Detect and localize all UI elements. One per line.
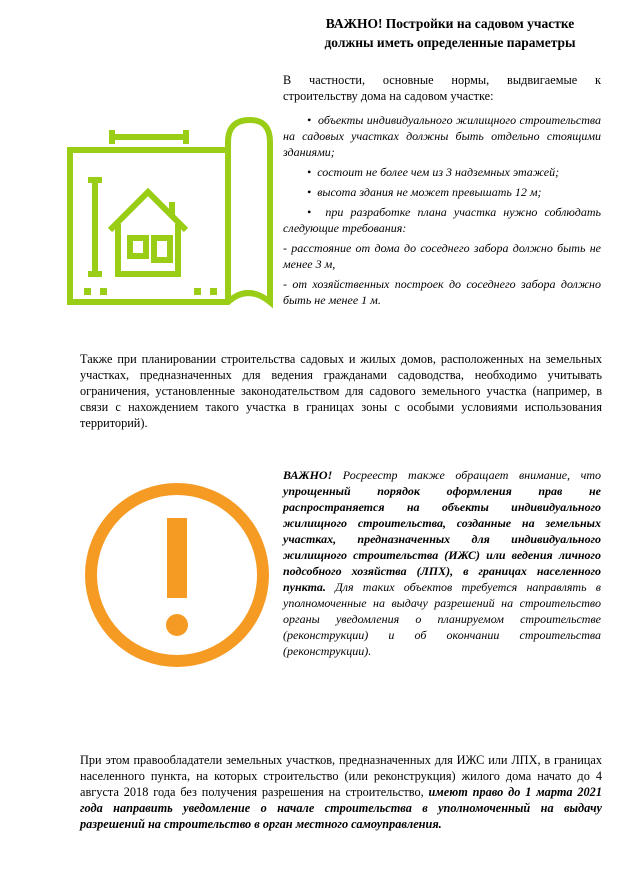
title-line-1: ВАЖНО! Постройки на садовом участке	[325, 16, 575, 31]
rights-text: При этом правообладатели земельных участков, предназначенных для ИЖС или ЛПХ, в границах населенного пункта, на которых строительство (или реконструкция) жилого дома начато до 4 августа 2018 года без получения разрешения на строительство,	[80, 753, 602, 799]
requirement-item: - от хозяйственных построек до соседнего забора должно быть не менее 1 м.	[283, 277, 601, 307]
norms-list	[283, 112, 601, 312]
house-blueprint-icon	[62, 112, 274, 314]
exclamation-circle-icon	[82, 480, 272, 670]
intro-text: В частности, основные нормы, выдвигаемые к строительству дома на садовом участке:	[283, 73, 601, 103]
list-item-text: при разработке плана участка нужно соблюдать следующие требования:	[283, 205, 601, 235]
warning-paragraph	[283, 467, 601, 659]
rights-bold-text: имеют право до 1 марта 2021 года направить уведомление о начале строительства в уполномоченный на выдачу разрешений на строительство в орган местного самоуправления.	[80, 785, 602, 831]
warning-label: ВАЖНО!	[283, 468, 333, 482]
list-item: • высота здания не может превышать 12 м;	[307, 185, 542, 199]
rights-paragraph	[80, 752, 602, 832]
list-item-text: объекты индивидуального жилищного строительства на садовых участках должны быть отдельно стоящими зданиями;	[283, 113, 601, 159]
warning-text-1: Росреестр также обращает внимание, что	[332, 468, 601, 482]
list-item: • при разработке плана участка нужно соблюдать следующие требования:	[283, 205, 601, 235]
requirement-item: - расстояние от дома до соседнего забора должно быть не менее 3 м,	[283, 241, 601, 271]
list-item-text: высота здания не может превышать 12 м;	[317, 185, 542, 199]
warning-text-2: Для таких объектов требуется направлять в уполномоченные на выдачу разрешений на строительство органы уведомления о планируемом строительстве (реконструкции) и об окончании строительства (реконструкции).	[283, 580, 601, 658]
page-title	[300, 14, 600, 52]
planning-paragraph: Также при планировании строительства садовых и жилых домов, расположенных на земельных участках, предназначенных для ведения гражданами садоводства, необходимо учитывать ограничения, установленные законодательством для садового земельного участка (например, в связи с нахождением такого участка в границах зоны с особыми условиями использования территорий).	[80, 352, 602, 430]
warning-bold-text: упрощенный порядок оформления прав не распространяется на объекты индивидуального жилищного строительства, созданные на земельных участках, предназначенных для индивидуального жилищного строительства (ИЖС) или ведения личного подсобного хозяйства (ЛПХ), в границах населенного пункта.	[283, 484, 601, 594]
list-item: • состоит не более чем из 3 надземных этажей;	[307, 165, 560, 179]
list-item-text: состоит не более чем из 3 надземных этажей;	[317, 165, 560, 179]
list-item: • объекты индивидуального жилищного строительства на садовых участках должны быть отдельно стоящими зданиями;	[283, 113, 601, 159]
title-line-2: должны иметь определенные параметры	[324, 35, 576, 50]
